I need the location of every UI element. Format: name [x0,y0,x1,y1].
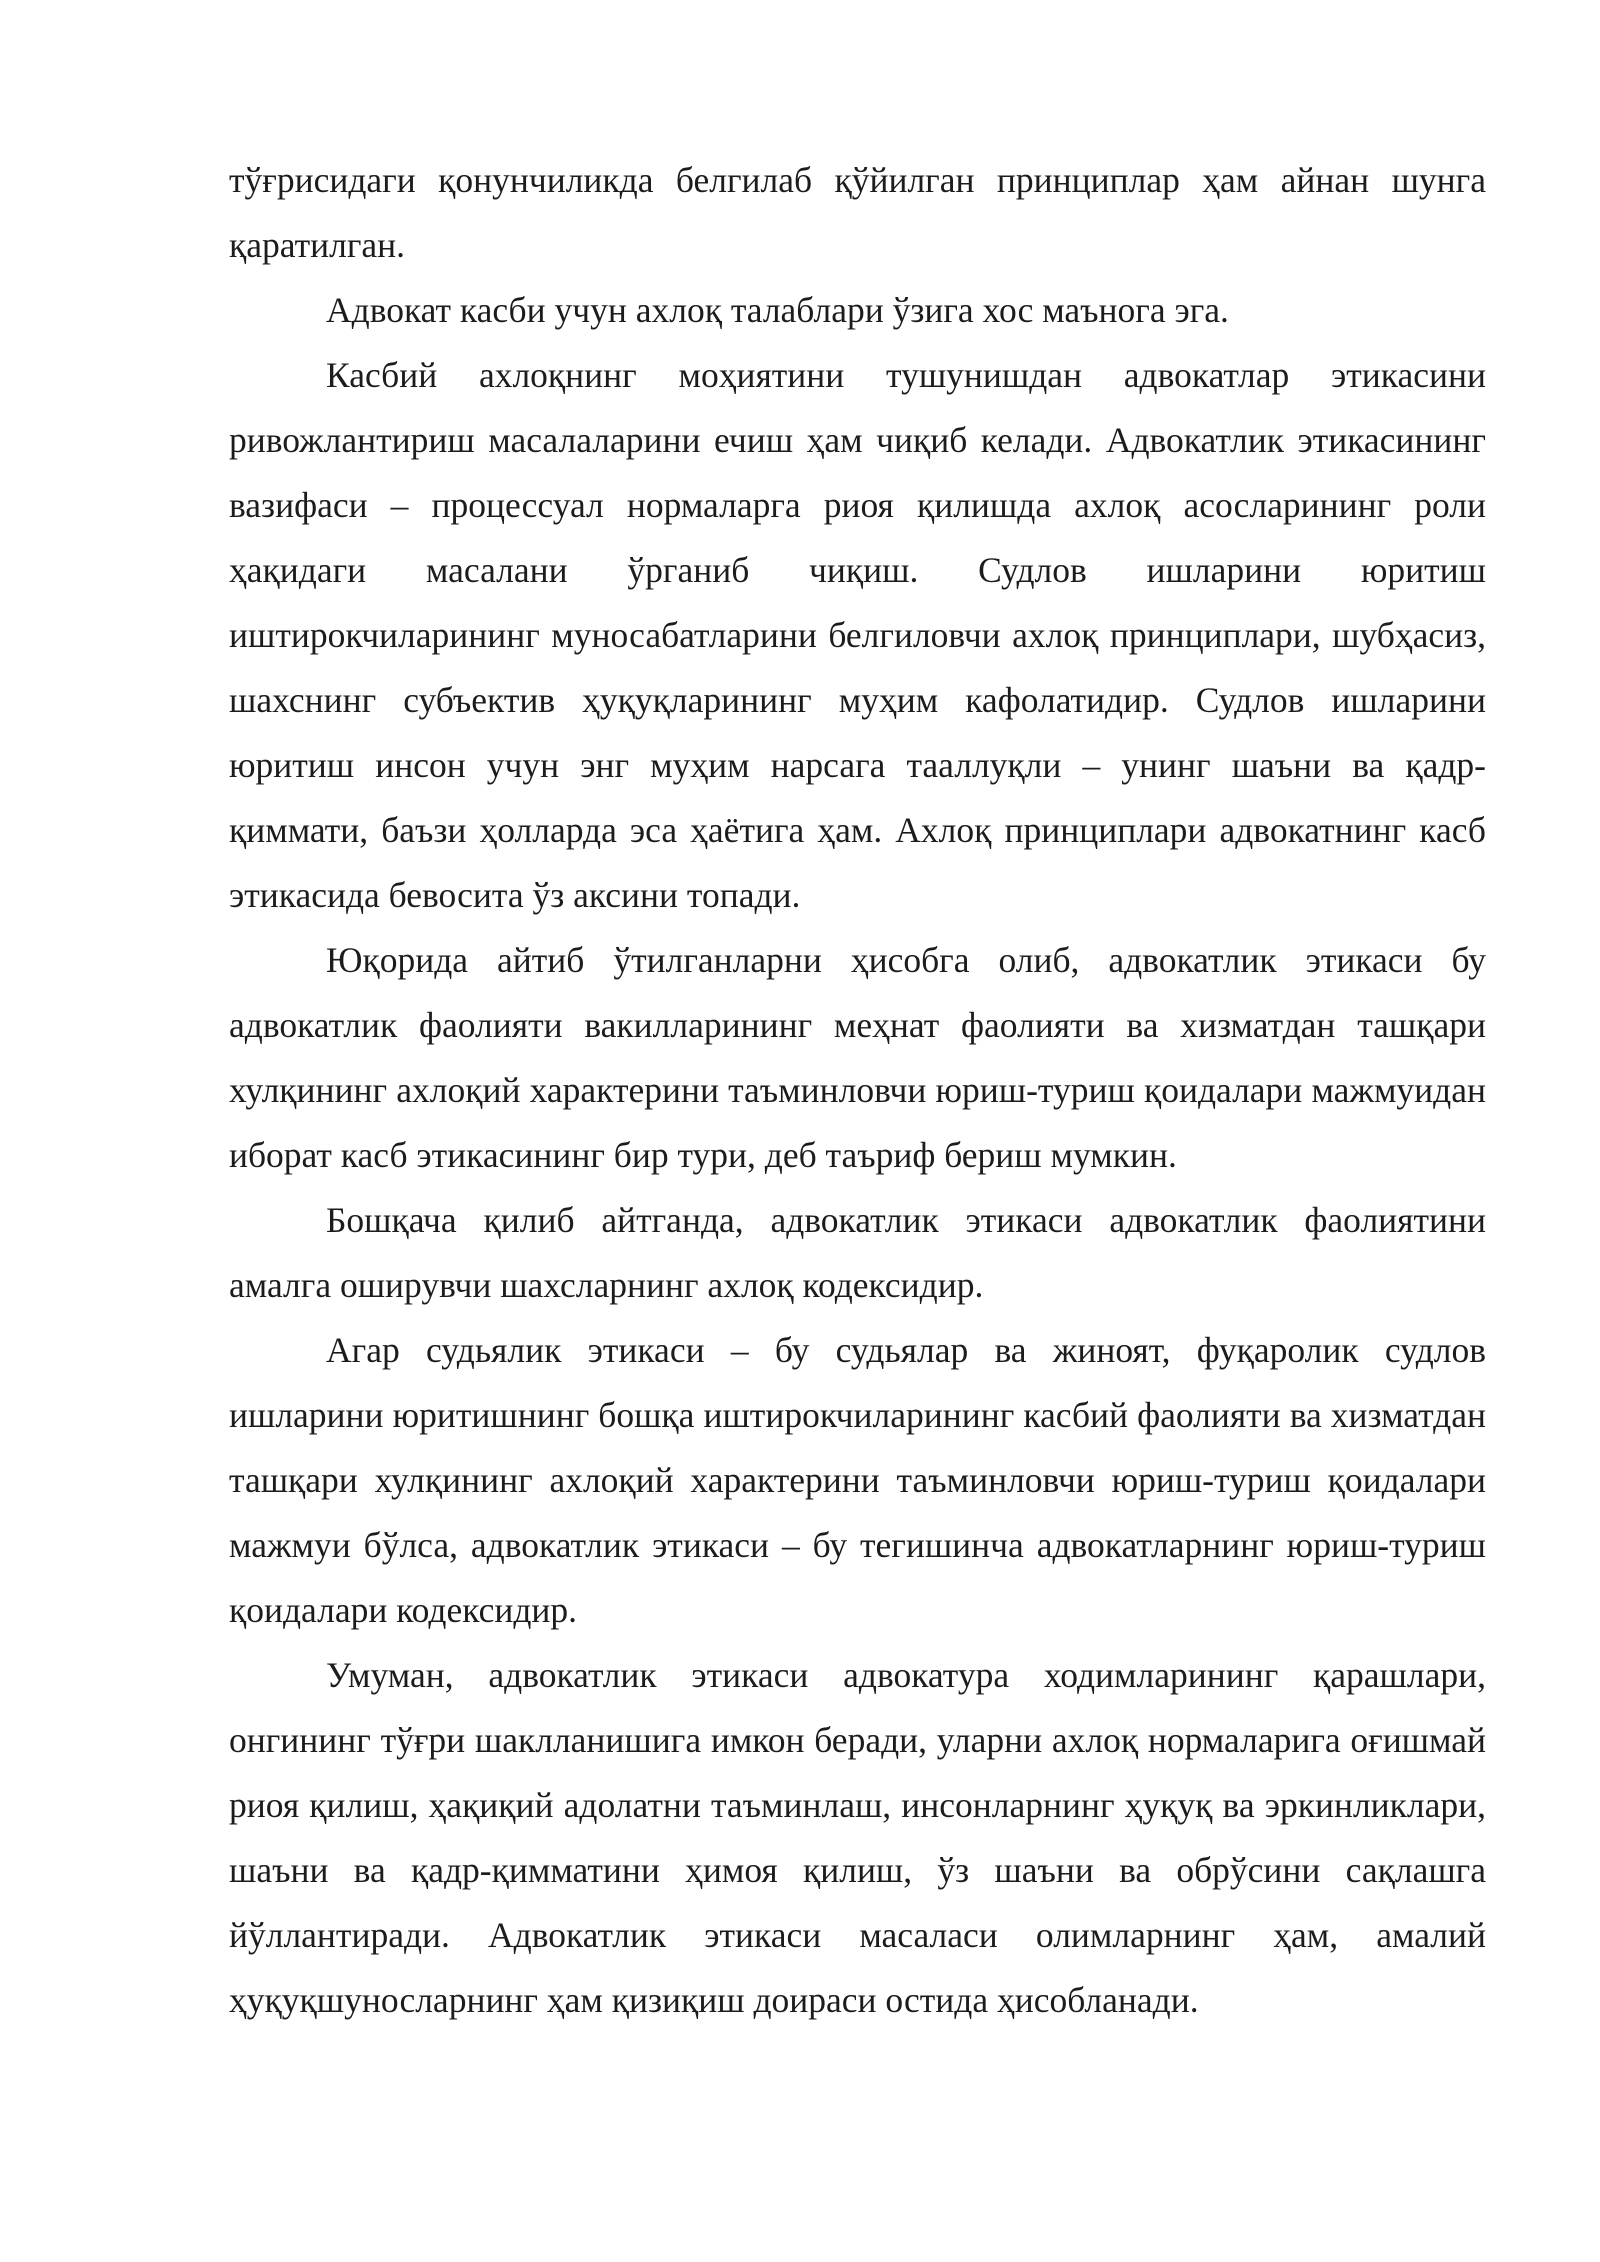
paragraph-1: тўғрисидаги қонунчиликда белгилаб қўйилган принциплар ҳам айнан шунга қаратилган. [229,160,1486,265]
paragraph-6: Агар судьялик этикаси – бу судьялар ва жиноят, фуқаролик судлов ишларини юритишнинг бошқа иштирокчиларининг касбий фаолияти ва хизматдан ташқари хулқининг ахлоқий характерини таъминловчи юриш-туриш қоидалари мажмуи бўлса, адвокатлик этикаси – бу тегишинча адвокатларнинг юриш-туриш қоидалари кодексидир. [229,1330,1486,1630]
paragraph-7: Умуман, адвокатлик этикаси адвокатура ходимларининг қарашлари, онгининг тўғри шаклланишига имкон беради, уларни ахлоқ нормаларига оғишмай риоя қилиш, ҳақиқий адолатни таъминлаш, инсонларнинг ҳуқуқ ва эркинликлари, шаъни ва қадр-қимматини ҳимоя қилиш, ўз шаъни ва обрўсини сақлашга йўллантиради. Адвокатлик этикаси масаласи олимларнинг ҳам, амалий ҳуқуқшуносларнинг ҳам қизиқиш доираси остида ҳисобланади. [229,1655,1486,2020]
paragraph-4: Юқорида айтиб ўтилганларни ҳисобга олиб, адвокатлик этикаси бу адвокатлик фаолияти вакилларининг меҳнат фаолияти ва хизматдан ташқари хулқининг ахлоқий характерини таъминловчи юриш-туриш қоидалари мажмуидан иборат касб этикасининг бир тури, деб таъриф бериш мумкин. [229,940,1486,1175]
paragraph-5: Бошқача қилиб айтганда, адвокатлик этикаси адвокатлик фаолиятини амалга оширувчи шахсларнинг ахлоқ кодексидир. [229,1200,1486,1305]
paragraph-2: Адвокат касби учун ахлоқ талаблари ўзига хос маънога эга. [326,290,1229,330]
document-body [229,148,1486,2033]
paragraph-3: Касбий ахлоқнинг моҳиятини тушунишдан адвокатлар этикасини ривожлантириш масалаларини ечиш ҳам чиқиб келади. Адвокатлик этикасининг вазифаси – процессуал нормаларга риоя қилишда ахлоқ асосларининг роли ҳақидаги масалани ўрганиб чиқиш. Судлов ишларини юритиш иштирокчиларининг муносабатларини белгиловчи ахлоқ принциплари, шубҳасиз, шахснинг субъектив ҳуқуқларининг муҳим кафолатидир. Судлов ишларини юритиш инсон учун энг муҳим нарсага тааллуқли – унинг шаъни ва қадр-қиммати, баъзи ҳолларда эса ҳаётига ҳам. Ахлоқ принциплари адвокатнинг касб этикасида бевосита ўз аксини топади. [229,355,1486,915]
